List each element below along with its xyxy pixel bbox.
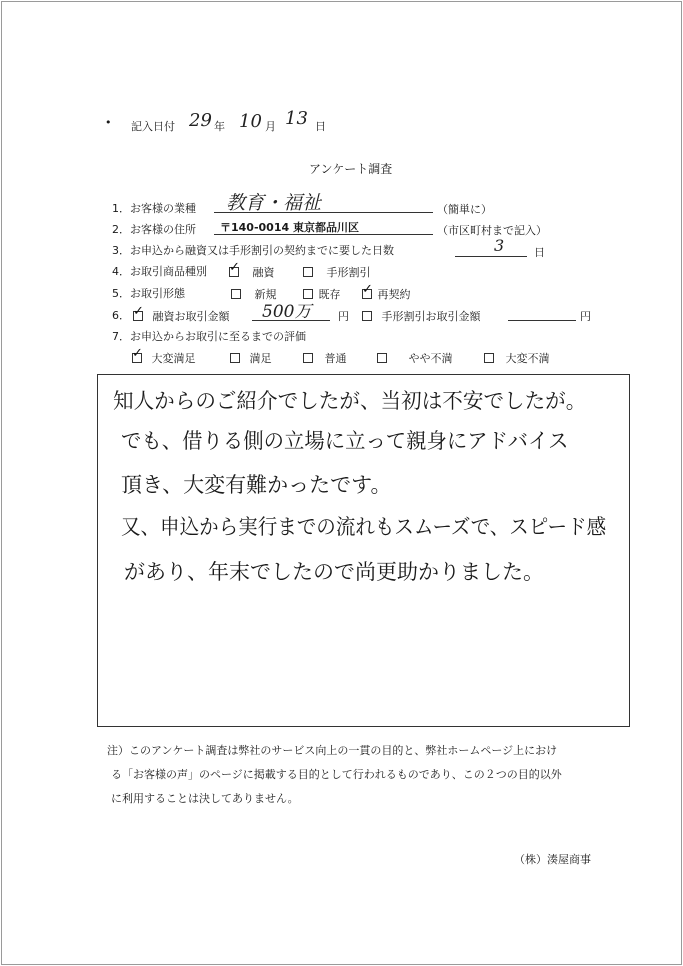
q7-label: 7．お申込からお取引に至るまでの評価 bbox=[112, 330, 306, 343]
q7-option-somewhat-dissatisfied-label: やや不満 bbox=[408, 352, 453, 365]
checkbox-new[interactable] bbox=[231, 289, 241, 299]
checkbox-loan[interactable] bbox=[229, 260, 240, 277]
comment-line-5: があり、年末でしたので尚更助かりました。 bbox=[124, 560, 544, 584]
q7-option-neutral[interactable] bbox=[303, 350, 347, 366]
q5-label: 5．お取引形態 bbox=[112, 287, 185, 300]
q4-option-discount[interactable] bbox=[303, 264, 371, 280]
date-year: 29 bbox=[189, 110, 212, 131]
q4-option-loan[interactable] bbox=[229, 260, 275, 280]
date-day-unit: 日 bbox=[315, 120, 326, 133]
q7-option-satisfied[interactable] bbox=[230, 350, 272, 366]
bullet: • bbox=[105, 116, 112, 129]
q7-option-satisfied-label: 満足 bbox=[249, 352, 272, 365]
comment-line-2: でも、借りる側の立場に立って親身にアドバイス bbox=[121, 429, 569, 453]
q6-amount: 500万 bbox=[262, 302, 312, 322]
q6-amount-underline bbox=[252, 320, 330, 321]
date-label: 記入日付 bbox=[131, 120, 175, 133]
note-line-2: る「お客様の声」のページに掲載する目的として行われるものであり、この２つの目的以外 bbox=[111, 768, 562, 781]
checkmark-icon: ✓ bbox=[229, 260, 240, 275]
q5-option-renewal-label: 再契約 bbox=[377, 288, 411, 301]
date-month: 10 bbox=[239, 111, 262, 132]
q3-label: 3．お申込から融資又は手形割引の契約までに要した日数 bbox=[112, 244, 394, 257]
note-line-3: に利用することは決してありません。 bbox=[111, 792, 299, 805]
q1-label: 1．お客様の業種 bbox=[112, 202, 196, 215]
q7-option-neutral-label: 普通 bbox=[324, 352, 347, 365]
checkbox-neutral[interactable] bbox=[303, 353, 313, 363]
checkbox-loan-amount[interactable] bbox=[133, 304, 144, 321]
q5-option-existing-label: 既存 bbox=[318, 288, 341, 301]
company-name: （株）湊屋商事 bbox=[514, 853, 591, 866]
checkbox-discount[interactable] bbox=[303, 267, 313, 277]
q3-unit: 日 bbox=[534, 246, 545, 259]
q6-option-loan[interactable] bbox=[133, 304, 230, 324]
q7-option-very-dissatisfied[interactable] bbox=[484, 350, 550, 366]
q2-underline bbox=[214, 234, 433, 235]
date-year-unit: 年 bbox=[214, 120, 225, 133]
date-month-unit: 月 bbox=[265, 120, 276, 133]
q3-answer: 3 bbox=[494, 236, 505, 255]
q5-option-new-label: 新規 bbox=[254, 288, 277, 301]
q1-answer: 教育・福祉 bbox=[226, 192, 322, 214]
note-line-1: 注）このアンケート調査は弊社のサービス向上の一貫の目的と、弊社ホームページ上におけ bbox=[107, 744, 558, 757]
checkmark-icon: ✓ bbox=[132, 346, 143, 361]
q2-label: 2．お客様の住所 bbox=[112, 223, 196, 236]
q1-underline bbox=[214, 212, 433, 213]
q4-option-loan-label: 融資 bbox=[252, 266, 275, 279]
q6-discount-underline bbox=[508, 320, 576, 321]
survey-title: アンケート調査 bbox=[309, 162, 393, 176]
checkmark-icon: ✓ bbox=[362, 282, 373, 297]
q4-label: 4．お取引商品種別 bbox=[112, 265, 207, 278]
comment-line-4: 又、申込から実行までの流れもスムーズで、スピード感 bbox=[121, 515, 607, 539]
q2-answer: 〒140-0014 東京都品川区 bbox=[220, 221, 359, 234]
checkbox-discount-amount[interactable] bbox=[362, 311, 372, 321]
q4-option-discount-label: 手形割引 bbox=[326, 266, 371, 279]
checkbox-very-dissatisfied[interactable] bbox=[484, 353, 494, 363]
q7-option-very-satisfied[interactable] bbox=[132, 346, 196, 366]
q5-option-renewal[interactable] bbox=[362, 282, 411, 302]
comment-line-1: 知人からのご紹介でしたが、当初は不安でしたが。 bbox=[113, 389, 587, 413]
q7-option-somewhat-dissatisfied[interactable] bbox=[377, 350, 453, 366]
q1-note: （簡単に） bbox=[437, 203, 492, 216]
q7-option-very-dissatisfied-label: 大変不満 bbox=[505, 352, 550, 365]
comment-line-3: 頂き、大変有難かったです。 bbox=[121, 473, 392, 497]
q3-underline bbox=[455, 256, 527, 257]
checkmark-icon: ✓ bbox=[133, 304, 144, 319]
checkbox-very-satisfied[interactable] bbox=[132, 346, 143, 363]
checkbox-renewal[interactable] bbox=[362, 282, 373, 299]
q7-option-very-satisfied-label: 大変満足 bbox=[151, 352, 196, 365]
q6-unit2: 円 bbox=[580, 310, 591, 323]
q2-note: （市区町村まで記入） bbox=[437, 224, 547, 237]
checkbox-satisfied[interactable] bbox=[230, 353, 240, 363]
date-day: 13 bbox=[285, 108, 308, 129]
q6-option-discount-label: 手形割引お取引金額 bbox=[381, 310, 481, 323]
q6-option-discount[interactable] bbox=[362, 308, 481, 324]
q6-unit1: 円 bbox=[338, 310, 349, 323]
q6-label: 6． bbox=[112, 309, 130, 322]
checkbox-somewhat-dissatisfied[interactable] bbox=[377, 353, 387, 363]
q6-option-loan-label: 融資お取引金額 bbox=[152, 310, 230, 323]
